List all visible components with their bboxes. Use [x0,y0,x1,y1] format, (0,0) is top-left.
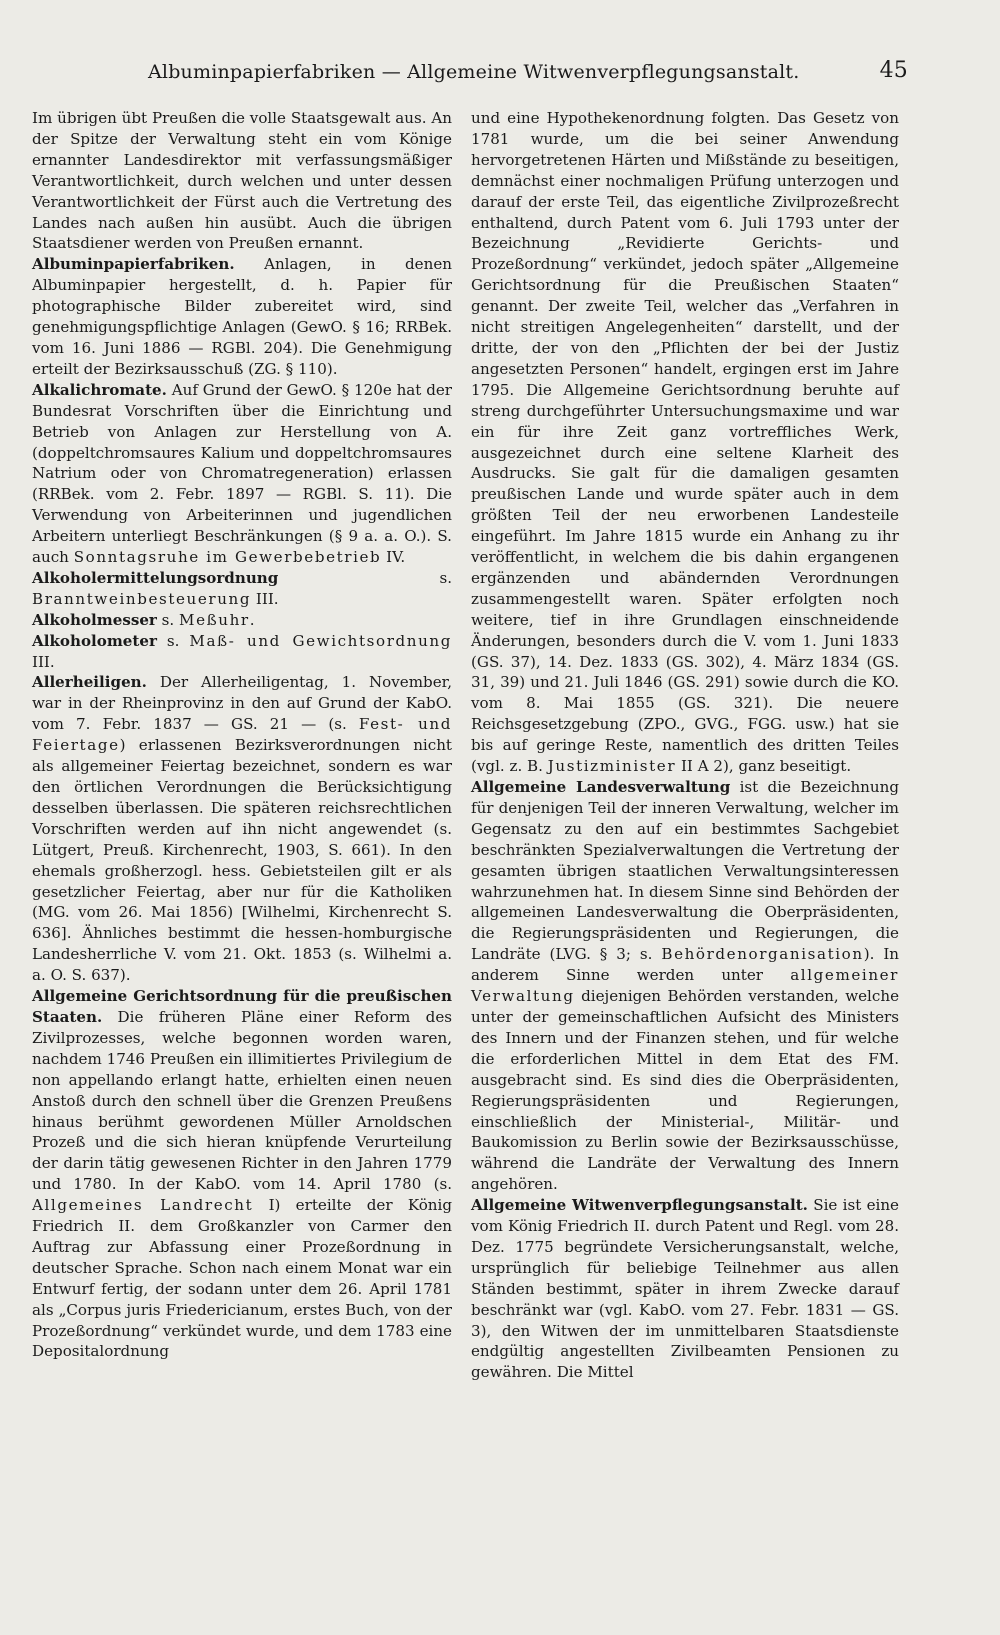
entry-heading: Alkalichromate. [32,380,167,399]
cross-reference: Meßuhr [179,610,250,629]
paragraph-text: s. [156,610,180,629]
entry-heading: Allgemeine Witwenverpflegungsanstalt. [471,1196,808,1215]
cross-reference: allgemeiner Verwaltung [471,966,899,1006]
entry-heading: Allgemeine Gerichtsordnung für die preußischen Staaten. [32,987,452,1026]
paragraph-text: ). In anderem Sinne werden unter [471,945,899,985]
paragraph-text: s. [278,568,452,587]
right-column [471,108,899,1383]
paragraph [32,568,452,610]
paragraph-text: Sie ist eine vom König Friedrich II. durch Patent und Regl. vom 28. Dez. 1775 begründete Versicherungsanstalt, welche, ursprünglich für beliebige Teilnehmer aus allen Ständen bestimmt, später in ihrem Zwecke darauf beschränkt war (vgl. KabO. vom 27. Febr. 1831 — GS. 3), den Witwen der im unmittelbaren Staatsdienste endgültig angestellten Zivilbeamten Pensionen zu gewähren. Die Mittel [471,1196,899,1382]
paragraph-text: s. [156,631,190,650]
paragraph-text: Der Allerheiligentag, 1. November, war in der Rheinprovinz in den auf Grund der KabO. vom 7. Febr. 1837 — GS. 21 — (s. [32,673,452,734]
running-header [148,58,908,88]
entry-heading: Allerheiligen. [32,673,147,692]
entry-heading: Alkoholometer [32,631,157,650]
running-title: Albuminpapierfabriken — Allgemeine Witwenverpflegungsanstalt. [148,61,800,83]
paragraph-text: Auf Grund der GewO. § 120e hat der Bundesrat Vorschriften über die Einrichtung und Betrieb von Anlagen zur Herstellung von A. (doppeltchromsaures Kalium und doppeltchromsaures Natrium oder von Chromatregeneration) erlassen (RRBek. vom 2. Febr. 1897 — RGBl. S. 11). Die Verwendung von Arbeiterinnen und jugendlichen Arbeitern unterliegt Beschränkungen (§ 9 a. a. O.). S. auch [32,380,452,567]
paragraph [32,672,452,986]
paragraph [471,108,899,777]
entry-heading: Allgemeine Landesverwaltung [471,778,731,796]
entry-heading: Alkoholmesser [32,610,157,629]
paragraph-text: diejenigen Behörden verstanden, welche unter der gemeinschaftlichen Aufsicht des Ministers des Innern und der Finanzen stehen, und für welche die erforderlichen Mittel in dem Etat des FM. ausgebracht sind. Es sind dies die Oberpräsidenten, Regierungspräsidenten und Regierungen, einschließlich der Ministerial-, Militär- und Baukomission zu Berlin sowie der Bezirksausschüsse, während die Landräte der Verwaltung des Innern angehören. [471,987,899,1194]
paragraph [32,380,452,568]
paragraph-text: II A 2), ganz beseitigt. [676,757,852,776]
paragraph-text: III. [32,652,55,671]
cross-reference: Allgemeines Landrecht [32,1196,254,1215]
cross-reference: Maß- und Gewichtsordnung [189,631,452,650]
paragraph [471,777,899,1195]
paragraph-text: IV. [381,548,406,567]
cross-reference: Sonntagsruhe im Gewerbebetrieb [73,548,382,567]
cross-reference: Fest- und Feiertage [32,715,453,755]
left-column [32,108,452,1362]
paragraph [32,610,452,631]
paragraph-text: . [249,610,255,629]
paragraph [32,986,452,1362]
cross-reference: Justizminister [547,757,677,776]
paragraph-text: I) erteilte der König Friedrich II. dem Großkanzler von Carmer den Auftrag zur Abfassung einer Prozeßordnung in deutscher Sprache. Schon nach einem Monat war ein Entwurf fertig, der sodann unter dem 26. April 1781 als „Corpus juris Friedericianum, erstes Buch, von der Prozeßordnung“ verkündet wurde, und dem 1783 eine Depositalordnung [32,1196,453,1361]
cross-reference: Branntweinbesteuerung [32,589,252,608]
paragraph-text: Die früheren Pläne einer Reform des Zivilprozesses, welche begonnen worden waren, nachdem 1746 Preußen ein illimitiertes Privilegium de non appellando erlangt hatte, erhielten einen neuen Anstoß durch den schnell über die Grenzen Preußens hinaus berühmt gewordenen Müller Arnoldschen Prozeß und die sich hieran knüpfende Verurteilung der darin tätig gewesenen Richter in den Jahren 1779 und 1780. In der KabO. vom 14. April 1780 (s. [32,1007,452,1194]
paragraph-text: III. [251,589,279,608]
paragraph [32,254,452,379]
paragraph-text: und eine Hypothekenordnung folgten. Das Gesetz von 1781 wurde, um die bei seiner Anwendung hervorgetretenen Härten und Mißstände zu beseitigen, demnächst einer nochmaligen Prüfung unterzogen und darauf der erste Teil, das eigentliche Zivilprozeßrecht enthaltend, durch Patent vom 6. Juli 1793 unter der Bezeichnung „Revidierte Gerichts- und Prozeßordnung“ verkündet, jedoch später „Allgemeine Gerichtsordnung für die Preußischen Staaten“ genannt. Der zweite Teil, welcher das „Verfahren in nicht streitigen Angelegenheiten“ darstellt, und der dritte, der von den „Pflichten der bei der Justiz angesetzten Personen“ handelt, ergingen erst im Jahre 1795. Die Allgemeine Gerichtsordnung beruhte auf streng durchgeführter Untersuchungsmaxime und war ein für ihre Zeit ganz vortreffliches Werk, ausgezeichnet durch eine seltene Klarheit des Ausdrucks. Sie galt für die damaligen gesamten preußischen Lande und wurde später auch in dem größten Teil der neu erworbenen Landesteile eingeführt. Im Jahre 1815 wurde ein Anhang zu ihr veröffentlicht, in welchem die bis dahin ergangenen ergänzenden und abändernden Verordnungen zusammengestellt waren. Später erfolgten noch weitere, tief in ihre Grundlagen einschneidende Änderungen, besonders durch die V. vom 1. Juni 1833 (GS. 37), 14. Dez. 1833 (GS. 302), 4. März 1834 (GS. 31, 39) und 21. Juli 1846 (GS. 291) sowie durch die KO. vom 8. Mai 1855 (GS. 321). Die neuere Reichsgesetzgebung (ZPO., GVG., FGG. usw.) hat sie bis auf geringe Reste, namentlich des dritten Teiles (vgl. z. B. [471,109,899,776]
paragraph [471,1195,899,1383]
paragraph-text: ist die Bezeichnung für denjenigen Teil der inneren Verwaltung, welcher im Gegensatz zu den auf ein bestimmtes Sachgebiet beschränkten Spezialverwaltungen die Vertretung der gesamten übrigen staatlichen Verwaltungsinteressen wahrzunehmen hat. In diesem Sinne sind Behörden der allgemeinen Landesverwaltung die Oberpräsidenten, die Regierungspräsidenten und Regierungen, die Landräte (LVG. § 3; s. [471,778,899,964]
paragraph [32,108,452,254]
entry-heading: Alkoholermittelungsordnung [32,568,279,587]
page-number: 45 [879,58,908,83]
entry-heading: Albuminpapierfabriken. [32,255,235,274]
cross-reference: Behördenorganisation [661,945,864,964]
paragraph [32,631,452,673]
paragraph-text: Anlagen, in denen Albuminpapier hergestellt, d. h. Papier für photographische Bilder zubereitet wird, sind genehmigungspflichtige Anlagen (GewO. § 16; RRBek. vom 16. Juni 1886 — RGBl. 204). Die Genehmigung erteilt der Bezirksausschuß (ZG. § 110). [32,255,452,378]
paragraph-text: Im übrigen übt Preußen die volle Staatsgewalt aus. An der Spitze der Verwaltung steht ein vom Könige ernannter Landesdirektor mit verfassungsmäßiger Verantwortlichkeit, durch welchen und unter dessen Verantwortlichkeit der Fürst auch die Vertretung des Landes nach außen hin ausübt. Auch die übrigen Staatsdiener werden von Preußen ernannt. [32,109,452,253]
paragraph-text: ) erlassenen Bezirksverordnungen nicht als allgemeiner Feiertag bezeichnet, sondern es war den örtlichen Verordnungen die Berücksichtigung desselben überlassen. Die späteren reichsrechtlichen Vorschriften werden auf ihn nicht angewendet (s. Lütgert, Preuß. Kirchenrecht, 1903, S. 661). In den ehemals großherzogl. hess. Gebietsteilen gilt er als gesetzlicher Feiertag, aber nur für die Katholiken (MG. vom 26. Mai 1856) [Wilhelmi, Kirchenrecht S. 636]. Ähnliches bestimmt die hessen-homburgische Landesherrliche V. vom 21. Okt. 1853 (s. Wilhelmi a. a. O. S. 637). [32,736,452,985]
